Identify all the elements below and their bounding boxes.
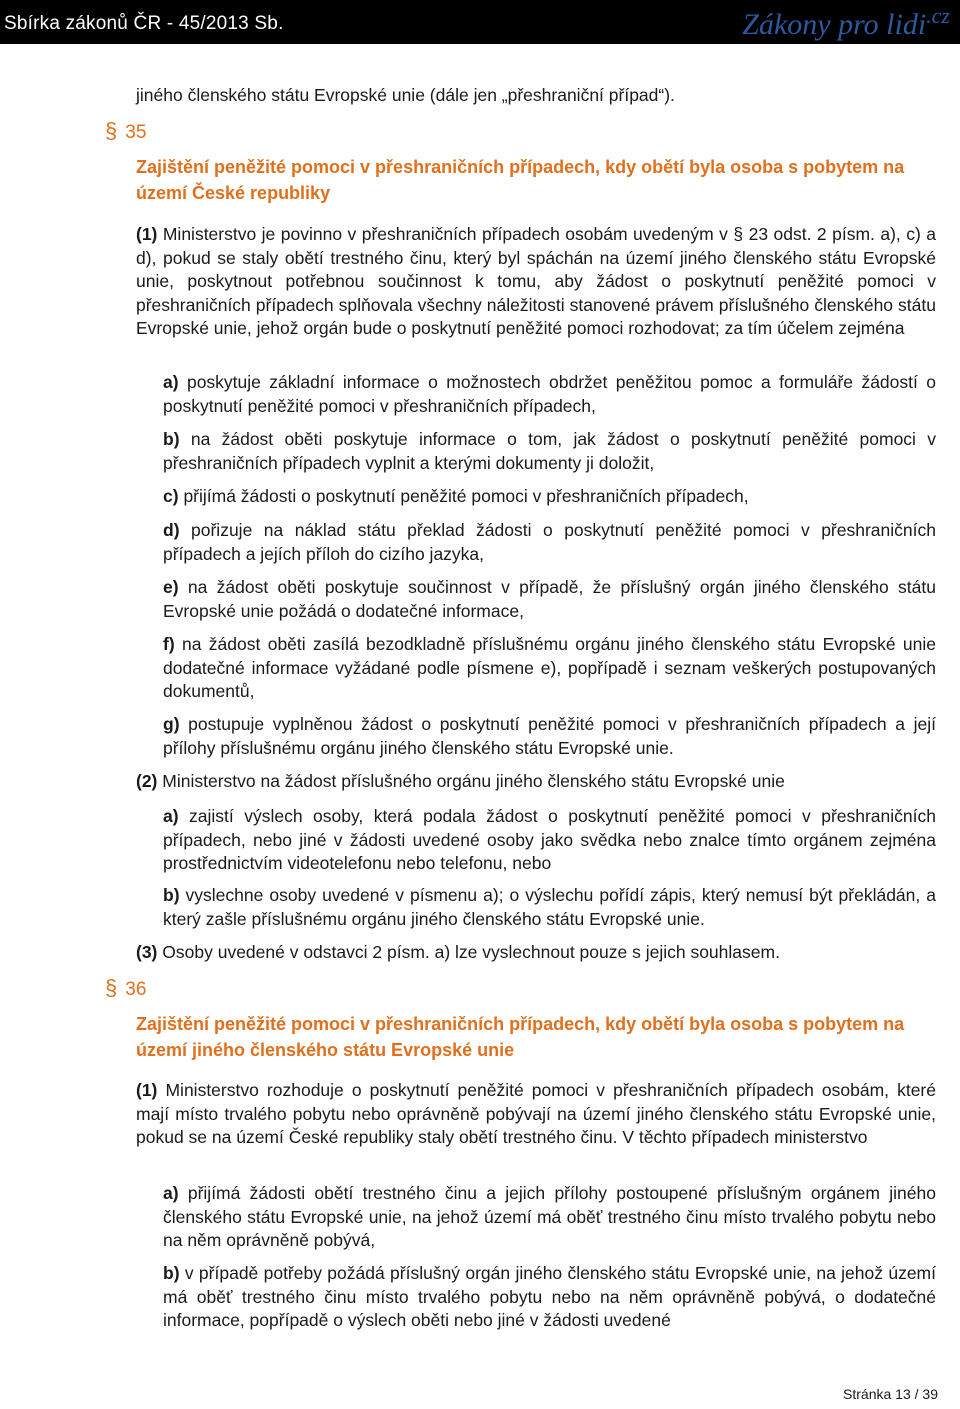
list-item: [163, 428, 936, 475]
list-item: [163, 519, 936, 566]
item-label: f): [163, 634, 175, 654]
item-label: e): [163, 577, 179, 597]
item-text: na žádost oběti zasílá bezodkladně příslušnému orgánu jiného členského státu Evropské unie dodatečné informace vyžádané podle písmene e), popřípadě i seznam veškerých postupovaných dokumentů,: [163, 634, 936, 701]
section-symbol: §: [105, 975, 118, 1000]
list-item: [163, 576, 936, 623]
paragraph-label: (3): [136, 942, 158, 962]
section-symbol: §: [105, 118, 118, 143]
item-text: pořizuje na náklad státu překlad žádosti o poskytnutí peněžité pomoci v přeshraničních případech a jejích příloh do cizího jazyka,: [163, 520, 936, 564]
section-35-marker: [105, 118, 146, 144]
list-item: [163, 884, 936, 931]
item-label: b): [163, 1263, 180, 1283]
list-item: [163, 713, 936, 760]
page-header: [0, 0, 960, 44]
list-item: [163, 633, 936, 704]
item-label: b): [163, 429, 180, 449]
item-text: vyslechne osoby uvedené v písmenu a); o výslechu pořídí zápis, který nemusí být překládán, a který zašle příslušnému orgánu jiného členského státu Evropské unie.: [163, 885, 936, 929]
item-text: přijímá žádosti o poskytnutí peněžité pomoci v přeshraničních případech,: [183, 486, 749, 506]
paragraph-text: Osoby uvedené v odstavci 2 písm. a) lze vyslechnout pouze s jejich souhlasem.: [162, 942, 780, 962]
paragraph-text: Ministerstvo na žádost příslušného orgánu jiného členského státu Evropské unie: [162, 771, 785, 791]
section-35-paragraph-3: [136, 941, 936, 965]
section-36-heading: Zajištění peněžité pomoci v přeshraničních případech, kdy obětí byla osoba s pobytem na území jiného členského státu Evropské unie: [136, 1014, 905, 1060]
section-36-paragraph-1: [136, 1079, 936, 1150]
paragraph-text: Ministerstvo je povinno v přeshraničních případech osobám uvedeným v § 23 odst. 2 písm. a), c) a d), pokud se staly obětí trestného činu, který byl spáchán na území jiného členského státu Evropské unie, poskytnout potřebnou součinnost k tomu, aby žádost o poskytnutí peněžité pomoci v přeshraničních případech splňovala všechny náležitosti stanovené právem příslušného členského státu Evropské unie, jehož orgán bude o poskytnutí peněžité pomoci rozhodovat; za tím účelem zejména: [136, 224, 936, 338]
item-text: v případě potřeby požádá příslušný orgán jiného členského státu Evropské unie, na jehož území má oběť trestného činu místo trvalého pobytu nebo na něm oprávněně pobývá, o dodatečné informace, popřípadě o výslech oběti nebo jiné v žádosti uvedené: [163, 1263, 936, 1330]
list-item: [163, 1262, 936, 1333]
item-text: zajistí výslech osoby, která podala žádost o poskytnutí peněžité pomoci v přeshraničních případech, nebo jiné v žádosti uvedené osoby jako svědka nebo znalce tímto orgánem zejména prostřednictvím videotelefonu nebo telefonu, nebo: [163, 806, 936, 873]
paragraph-label: (2): [136, 771, 158, 791]
item-text: poskytuje základní informace o možnostech obdržet peněžitou pomoc a formuláře žádostí o poskytnutí peněžité pomoci v přeshraničních případech,: [163, 372, 936, 416]
item-label: a): [163, 1183, 179, 1203]
item-label: d): [163, 520, 180, 540]
paragraph-label: (1): [136, 224, 158, 244]
item-label: a): [163, 372, 179, 392]
document-title: Sbírka zákonů ČR - 45/2013 Sb.: [4, 13, 284, 34]
paragraph-label: (1): [136, 1080, 158, 1100]
section-35-paragraph-1: [136, 223, 936, 341]
logo-suffix: .cz: [926, 3, 950, 28]
list-item: [163, 371, 936, 418]
section-number: 36: [125, 979, 147, 1000]
list-item: [163, 1182, 936, 1253]
item-label: a): [163, 806, 179, 826]
site-logo[interactable]: [742, 3, 950, 42]
item-label: c): [163, 486, 179, 506]
section-35-heading: Zajištění peněžité pomoci v přeshraničních případech, kdy obětí byla osoba s pobytem na území České republiky: [136, 157, 905, 203]
item-text: postupuje vyplněnou žádost o poskytnutí peněžité pomoci v přeshraničních případech a její přílohy příslušnému orgánu jiného členského státu Evropské unie.: [163, 714, 936, 758]
item-text: na žádost oběti poskytuje informace o tom, jak žádost o poskytnutí peněžité pomoci v přeshraničních případech vyplnit a kterými dokumenty ji doložit,: [163, 429, 936, 473]
paragraph-text: Ministerstvo rozhoduje o poskytnutí peněžité pomoci v přeshraničních případech osobám, které mají místo trvalého pobytu nebo oprávněně pobývají na území jiného členského státu Evropské unie, pokud se na území České republiky staly obětí trestného činu. V těchto případech ministerstvo: [136, 1080, 936, 1147]
item-text: přijímá žádosti obětí trestného činu a jejich přílohy postoupené příslušným orgánem jiného členského státu Evropské unie, na jehož území má oběť trestného činu místo trvalého pobytu nebo na něm oprávněně pobývá,: [163, 1183, 936, 1250]
intro-line: jiného členského státu Evropské unie (dále jen „přeshraniční případ“).: [136, 85, 675, 105]
item-label: g): [163, 714, 180, 734]
item-label: b): [163, 885, 180, 905]
list-item: [163, 485, 936, 509]
section-number: 35: [125, 122, 147, 143]
logo-text: Zákony pro lidi: [742, 8, 927, 41]
item-text: na žádost oběti poskytuje součinnost v případě, že příslušný orgán jiného členského státu Evropské unie požádá o dodatečné informace,: [163, 577, 936, 621]
list-item: [163, 805, 936, 876]
page-number: Stránka 13 / 39: [843, 1386, 938, 1402]
section-35-paragraph-2: [136, 770, 936, 794]
section-36-marker: [105, 975, 146, 1001]
